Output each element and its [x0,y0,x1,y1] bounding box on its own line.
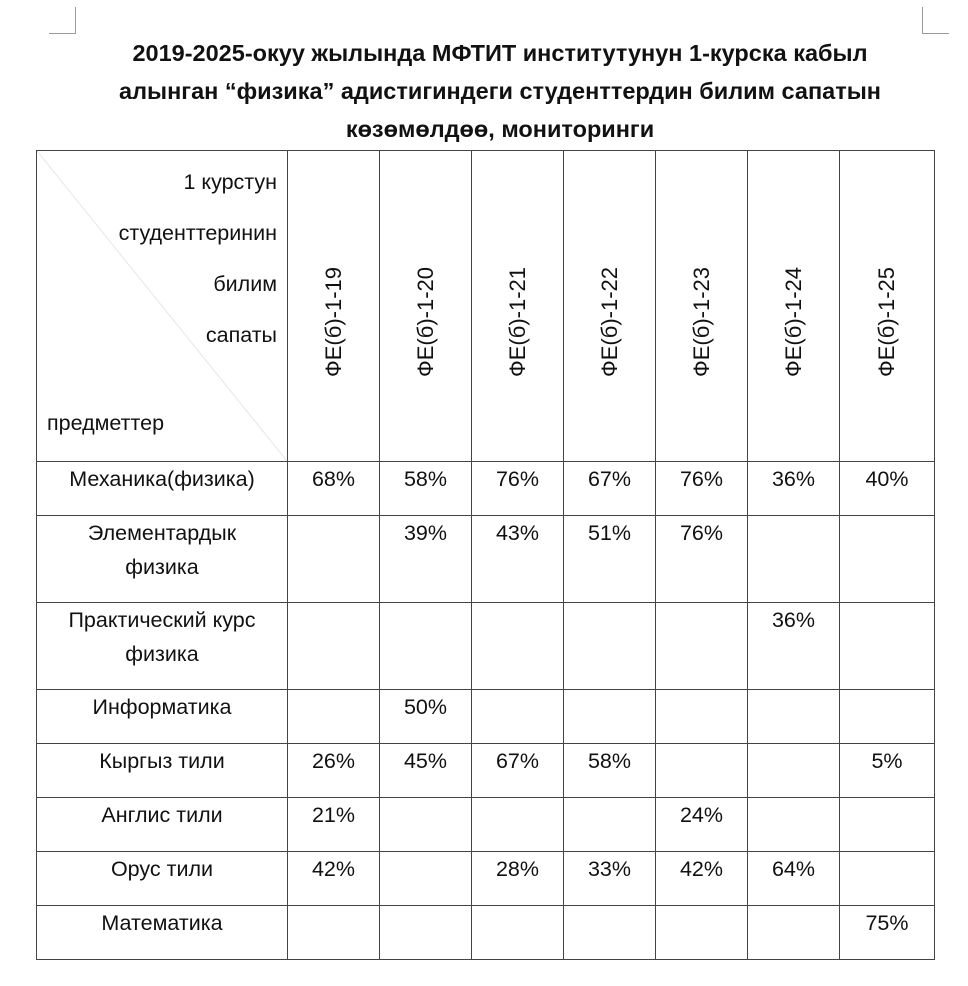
value-cell: 36% [748,462,840,516]
subject-name: Механика(физика) [69,467,255,491]
group-label: ФЕ(б)-1-19 [320,266,346,377]
subject-cell [37,906,288,960]
subject-name: Элементардык [87,521,237,545]
value-cell [564,690,656,744]
table-row [37,744,935,798]
value-cell: 43% [472,516,564,603]
subject-cell [37,798,288,852]
value-cell: 67% [564,462,656,516]
value-cell: 67% [472,744,564,798]
value-cell: 76% [656,462,748,516]
value-cell: 51% [564,516,656,603]
header-line: билим [213,272,277,296]
table-row [37,852,935,906]
group-label: ФЕ(б)-1-23 [688,266,714,377]
value-cell: 64% [748,852,840,906]
value-cell [380,798,472,852]
value-cell [380,852,472,906]
value-cell: 26% [288,744,380,798]
value-cell: 76% [656,516,748,603]
subject-name: Информатика [92,695,232,719]
value-cell [748,516,840,603]
group-label: ФЕ(б)-1-20 [412,266,438,377]
value-cell [840,852,935,906]
value-cell: 21% [288,798,380,852]
page-corner-mark-right [922,7,949,34]
group-header [288,151,380,462]
subject-cell [37,603,288,690]
group-label: ФЕ(б)-1-21 [504,266,530,377]
value-cell: 39% [380,516,472,603]
value-cell [748,798,840,852]
header-subjects-label: предметтер [47,411,165,435]
value-cell [288,690,380,744]
value-cell [840,798,935,852]
header-line: студенттеринин [118,221,277,245]
value-cell [380,906,472,960]
value-cell: 45% [380,744,472,798]
table-row [37,516,935,603]
value-cell: 58% [564,744,656,798]
value-cell: 50% [380,690,472,744]
value-cell: 5% [840,744,935,798]
value-cell [472,603,564,690]
group-header [472,151,564,462]
header-corner-cell [37,151,288,462]
subject-cell [37,744,288,798]
value-cell: 24% [656,798,748,852]
quality-table [36,150,935,960]
header-corner-top-text [119,157,277,361]
value-cell [472,798,564,852]
value-cell: 42% [288,852,380,906]
group-header [840,151,935,462]
value-cell [840,603,935,690]
subject-cell [37,690,288,744]
value-cell: 58% [380,462,472,516]
value-cell [840,516,935,603]
subject-name: физика [125,642,199,666]
document-title [60,34,940,148]
subject-name: Кыргыз тили [99,749,225,773]
group-header [656,151,748,462]
value-cell: 28% [472,852,564,906]
value-cell [656,603,748,690]
title-line-1: 2019-2025-окуу жылында МФТИТ институтунун 1-курска кабыл [132,40,868,66]
subject-name: Практический курс [68,608,256,632]
value-cell [564,906,656,960]
value-cell [472,690,564,744]
value-cell: 68% [288,462,380,516]
title-line-3: көзөмөлдөө, мониторинги [345,116,655,142]
group-label: ФЕ(б)-1-24 [780,266,806,377]
group-label: ФЕ(б)-1-22 [596,266,622,377]
value-cell [748,744,840,798]
value-cell [380,603,472,690]
value-cell: 75% [840,906,935,960]
subject-name: физика [125,555,199,579]
header-row [37,151,935,462]
table-row [37,906,935,960]
value-cell: 40% [840,462,935,516]
value-cell [288,516,380,603]
group-label: ФЕ(б)-1-25 [874,266,899,377]
header-line: 1 курстун [183,170,277,194]
group-header [564,151,656,462]
value-cell [564,798,656,852]
value-cell [656,744,748,798]
table-row [37,603,935,690]
value-cell [748,906,840,960]
subject-cell [37,852,288,906]
value-cell: 42% [656,852,748,906]
value-cell: 76% [472,462,564,516]
value-cell [656,690,748,744]
value-cell [748,690,840,744]
subject-cell [37,462,288,516]
table-row [37,462,935,516]
value-cell [288,906,380,960]
subject-name: Математика [101,911,223,935]
header-line: сапаты [205,323,277,347]
value-cell: 33% [564,852,656,906]
table-row [37,690,935,744]
value-cell [656,906,748,960]
title-line-2: алынган “физика” адистигиндеги студенттердин билим сапатын [119,78,881,104]
subject-name: Англис тили [101,803,223,827]
subject-cell [37,516,288,603]
subject-name: Орус тили [110,857,214,881]
value-cell [288,603,380,690]
page-corner-mark-left [49,7,76,34]
value-cell [472,906,564,960]
value-cell: 36% [748,603,840,690]
value-cell [564,603,656,690]
group-header [380,151,472,462]
value-cell [840,690,935,744]
table-row [37,798,935,852]
group-header [748,151,840,462]
